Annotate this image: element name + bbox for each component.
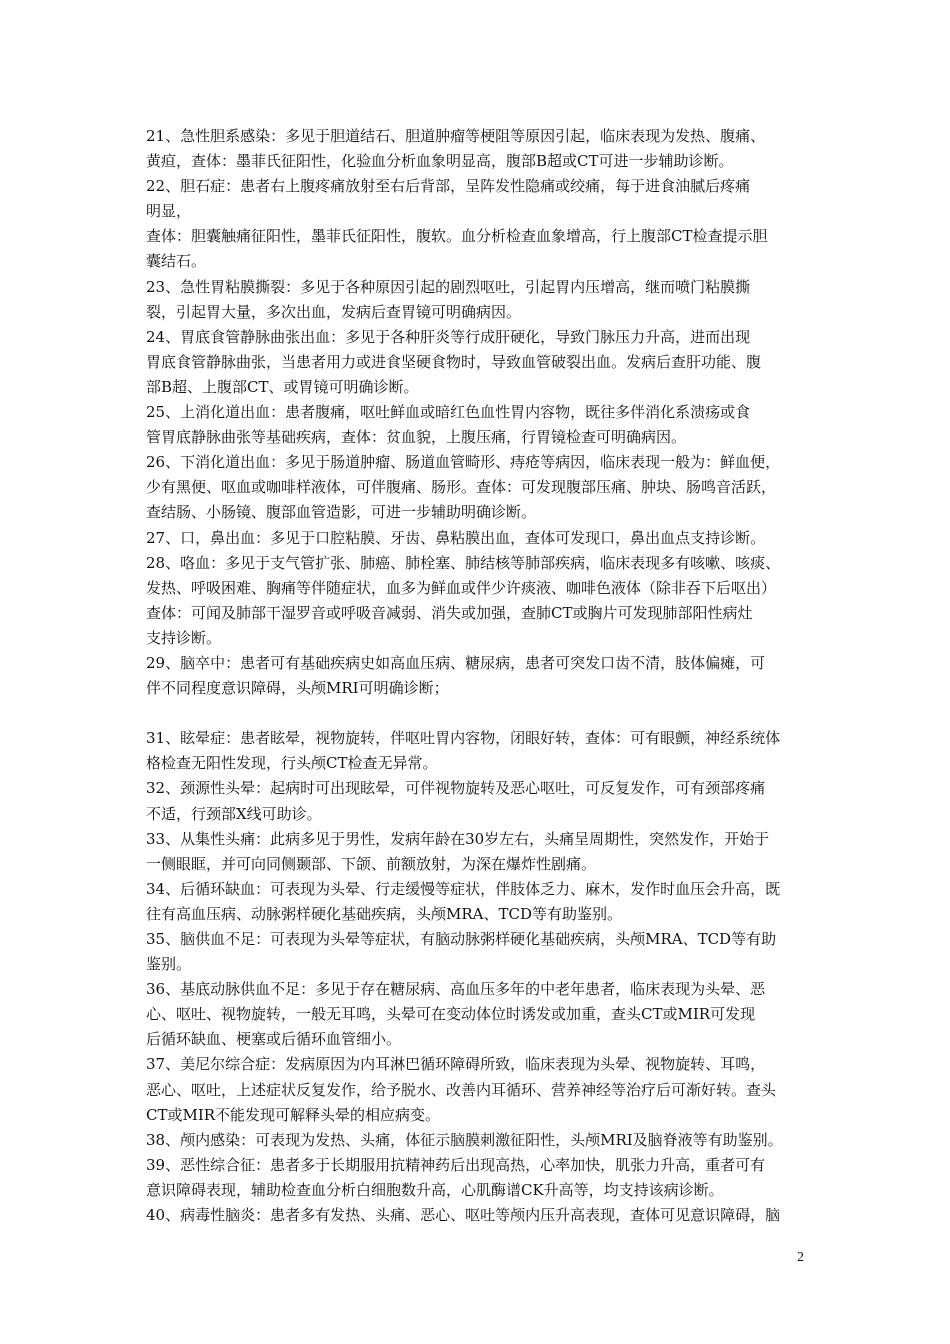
text-line: 查体：胆囊触痛征阳性，墨菲氏征阳性，腹软。血分析检查血象增高，行上腹部CT检查提示胆 (146, 227, 768, 246)
text-line: 32、颈源性头晕：起病时可出现眩晕，可伴视物旋转及恶心呕吐，可反复发作，可有颈部疼痛 (146, 779, 766, 798)
text-line: 胃底食管静脉曲张，当患者用力或进食坚硬食物时，导致血管破裂出血。发病后查肝功能、腹 (146, 352, 762, 371)
text-line: 管胃底静脉曲张等基础疾病，查体：贫血貌，上腹压痛，行胃镜检查可明确病因。 (146, 428, 687, 447)
text-line: 29、脑卒中：患者可有基础疾病史如高血压病、糖尿病，患者可突发口齿不清，肢体偏瘫，可 (146, 653, 766, 672)
text-line: 往有高血压病、动脉粥样硬化基础疾病，头颅MRA、TCD等有助鉴别。 (146, 904, 622, 923)
text-line: 查结肠、小肠镜、腹部血管造影，可进一步辅助明确诊断。 (146, 503, 537, 522)
text-line: 21、急性胆系感染：多见于胆道结石、胆道肿瘤等梗阻等原因引起，临床表现为发热、腹痛、 (146, 127, 766, 145)
text-line: 后循环缺血、梗塞或后循环血管细小。 (146, 1030, 402, 1049)
text-line: 恶心、呕吐，上述症状反复发作，给予脱水、改善内耳循环、营养神经等治疗后可渐好转。查头 (146, 1080, 777, 1099)
page-number: 2 (797, 1250, 804, 1265)
text-line: 囊结石。 (146, 252, 207, 271)
text-line: 明显， (146, 202, 192, 221)
text-line: 格检查无阳性发现，行头颅CT检查无异常。 (146, 754, 438, 773)
text-line: 伴不同程度意识障碍，头颅MRI可明确诊断； (146, 679, 449, 698)
text-line: 28、咯血：多见于支气管扩张、肺癌、肺栓塞、肺结核等肺部疾病，临床表现多有咳嗽、咳痰、 (146, 553, 781, 572)
blank-line (146, 701, 814, 726)
text-line: 27、口，鼻出血：多见于口腔粘膜、牙齿、鼻粘膜出血，查体可发现口，鼻出血点支持诊断。 (146, 528, 766, 547)
text-line: 支持诊断。 (146, 628, 222, 647)
text-line: 发热、呼吸困难、胸痛等伴随症状，血多为鲜血或伴少许痰液、咖啡色液体（除非吞下后呕出） (146, 578, 777, 597)
text-line: 37、美尼尔综合症：发病原因为内耳淋巴循环障碍所致，临床表现为头晕、视物旋转、耳鸣， (146, 1055, 766, 1074)
text-line: 不适，行颈部X线可助诊。 (146, 804, 322, 823)
text-line: 22、胆石症：患者右上腹疼痛放射至右后背部，呈阵发性隐痛或绞痛，每于进食油腻后疼痛 (146, 177, 751, 196)
text-line: 25、上消化道出血：患者腹痛，呕吐鲜血或暗红色血性胃内容物，既往多伴消化系溃疡或食 (146, 403, 751, 422)
text-line: 34、后循环缺血：可表现为头晕、行走缓慢等症状，伴肢体乏力、麻木，发作时血压会升高，既 (146, 879, 781, 898)
text-line: 黄疸，查体：墨菲氏征阳性，化验血分析血象明显高，腹部B超或CT可进一步辅助诊断。 (146, 152, 734, 171)
text-line: 查体：可闻及肺部干湿罗音或呼吸音减弱、消失或加强，查肺CT或胸片可发现肺部阳性病灶 (146, 603, 753, 622)
text-line: 心、呕吐、视物旋转，一般无耳鸣，头晕可在变动体位时诱发或加重，查头CT或MIR可发现 (146, 1005, 756, 1024)
text-line: 鉴别。 (146, 955, 192, 974)
text-line: 部B超、上腹部CT、或胃镜可明确诊断。 (146, 377, 419, 396)
text-line: 40、病毒性脑炎：患者多有发热、头痛、恶心、呕吐等颅内压升高表现，查体可见意识障碍，脑 (146, 1206, 781, 1225)
text-line: 38、颅内感染：可表现为发热、头痛，体征示脑膜刺激征阳性，头颅MRI及脑脊液等有助鉴别。 (146, 1130, 783, 1149)
text-line: 裂，引起胃大量，多次出血，发病后查胃镜可明确病因。 (146, 302, 522, 321)
text-line: 24、胃底食管静脉曲张出血：多见于各种肝炎等行成肝硬化，导致门脉压力升高，进而出现 (146, 327, 751, 346)
text-line: 一侧眼眶，并可向同侧颞部、下颌、前额放射，为深在爆炸性剧痛。 (146, 854, 597, 873)
text-line: 31、眩晕症：患者眩晕，视物旋转，伴呕吐胃内容物，闭眼好转，查体：可有眼颤，神经系统体 (146, 729, 781, 748)
text-line: 36、基底动脉供血不足：多见于存在糖尿病、高血压多年的中老年患者，临床表现为头晕、恶 (146, 980, 766, 999)
text-line: 23、急性胃粘膜撕裂：多见于各种原因引起的剧烈呕吐，引起胃内压增高，继而喷门粘膜撕 (146, 277, 751, 296)
text-line: CT或MIR不能发现可解释头晕的相应病变。 (146, 1105, 441, 1124)
text-line: 39、恶性综合征：患者多于长期服用抗精神药后出现高热，心率加快，肌张力升高，重者可有 (146, 1155, 766, 1174)
text-line: 35、脑供血不足：可表现为头晕等症状，有脑动脉粥样硬化基础疾病，头颅MRA、TCD等有助 (146, 930, 777, 948)
document-body (146, 124, 814, 1228)
text-line: 少有黑便、呕血或咖啡样液体，可伴腹痛、肠形。查体：可发现腹部压痛、肿块、肠鸣音活跃， (146, 478, 777, 497)
text-line: 33、从集性头痛：此病多见于男性，发病年龄在30岁左右，头痛呈周期性，突然发作，开始于 (146, 829, 770, 848)
text-line: 意识障碍表现，辅助检查血分析白细胞数升高，心肌酶谱CK升高等，均支持该病诊断。 (146, 1180, 724, 1199)
text-line: 26、下消化道出血：多见于肠道肿瘤、肠道血管畸形、痔疮等病因，临床表现一般为：鲜血便， (146, 453, 781, 472)
